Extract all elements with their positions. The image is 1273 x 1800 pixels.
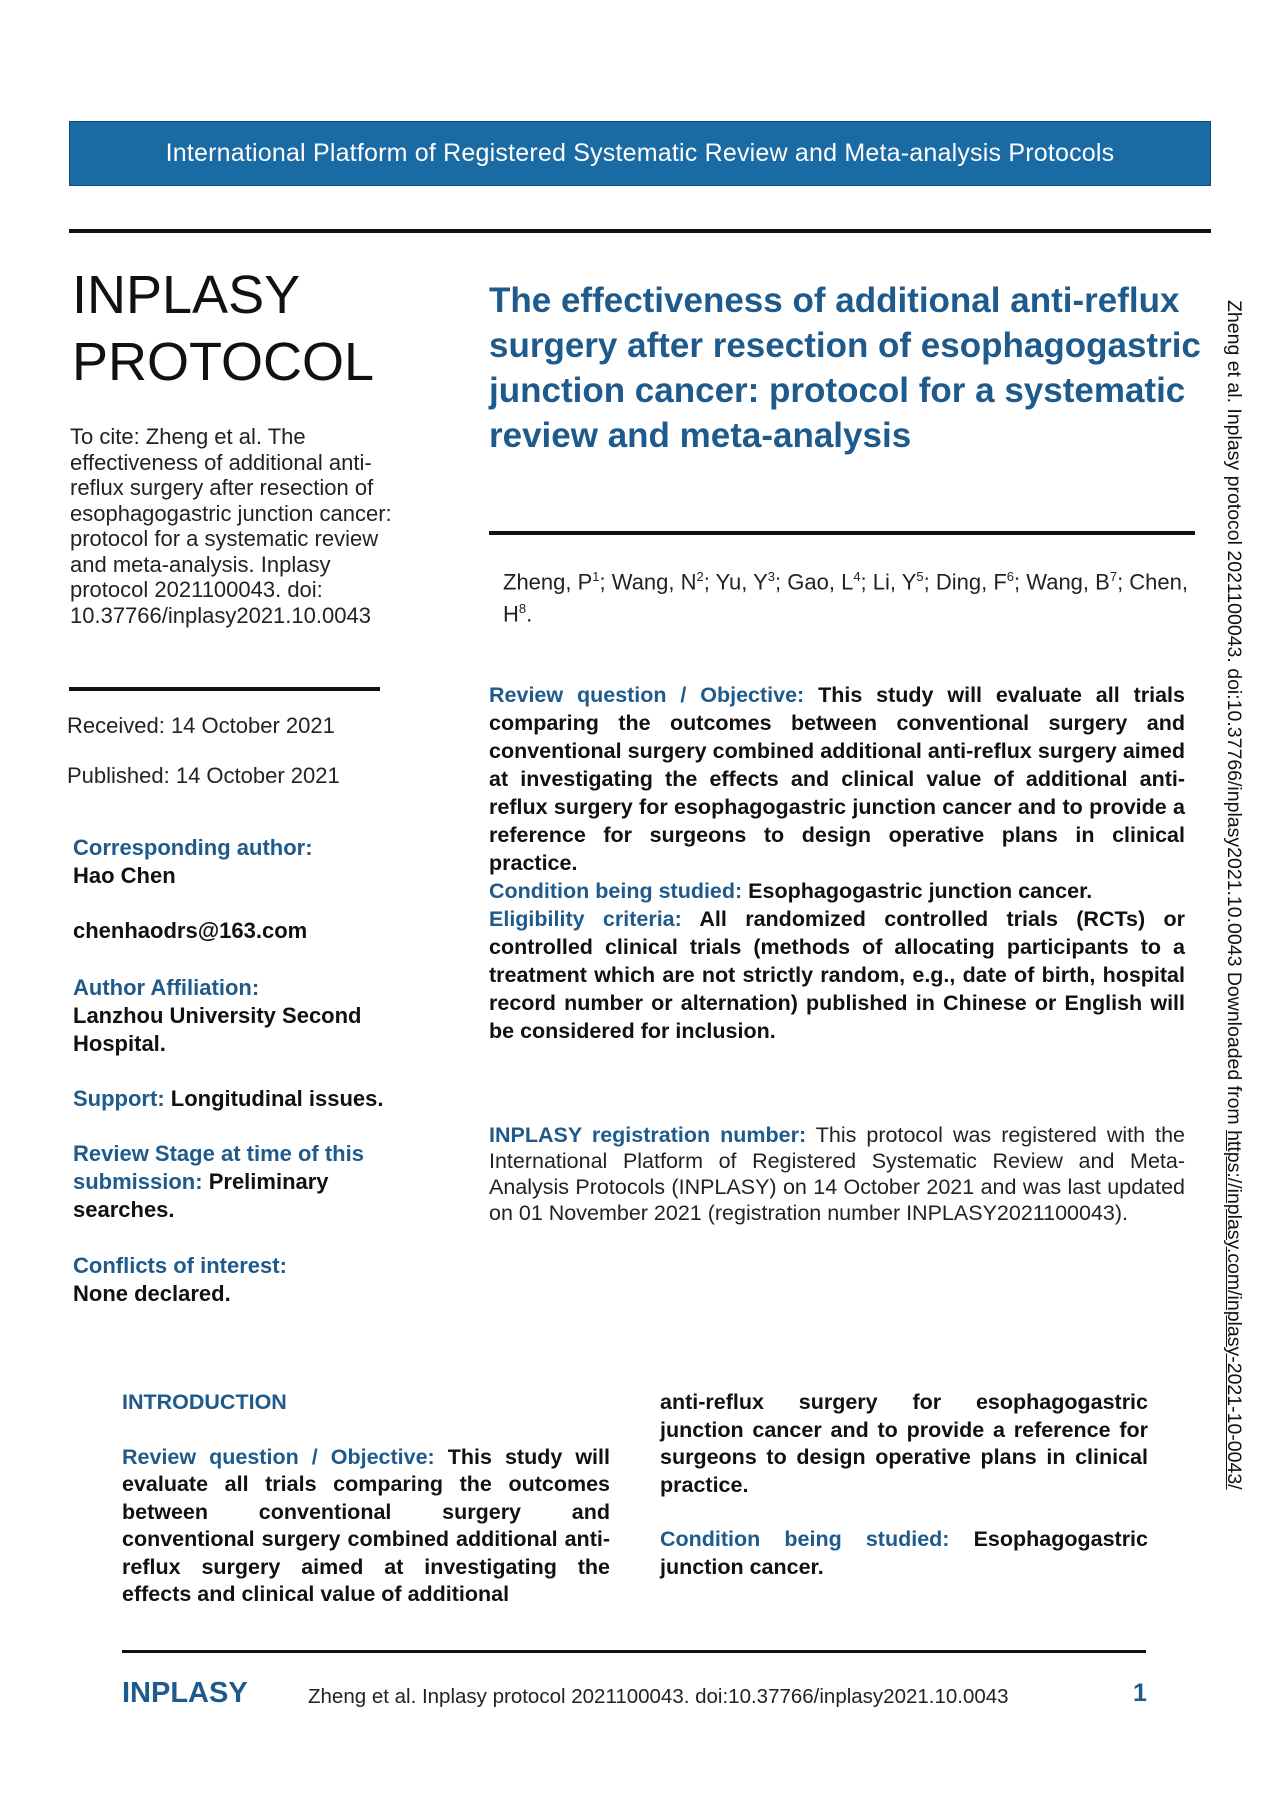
condition-paragraph (489, 877, 1185, 905)
condition-text: Esophagogastric junction cancer. (748, 879, 1093, 903)
author-separator: ; (599, 569, 612, 595)
author-separator: ; (860, 569, 873, 595)
top-rule (69, 229, 1211, 233)
author-separator: ; (1117, 569, 1130, 595)
intro-column-left (122, 1389, 610, 1609)
conflicts-label: Conflicts of interest: (73, 1253, 287, 1278)
title-rule (489, 531, 1195, 535)
intro-review-label: Review question / Objective: (122, 1444, 435, 1469)
author-affiliation-marker: 6 (1006, 569, 1015, 584)
conflicts-block (73, 1252, 413, 1308)
abstract (489, 681, 1185, 1045)
review-objective-paragraph (489, 681, 1185, 877)
support-block (73, 1085, 413, 1113)
footer-citation: Zheng et al. Inplasy protocol 2021100043. doi:10.37766/inplasy2021.10.0043 (308, 1685, 1009, 1708)
article-title: The effectiveness of additional anti-reflux surgery after resection of esophagogastric junction cancer: protocol for a systematic review and meta-analysis (489, 281, 1201, 455)
review-objective-text: This study will evaluate all trials comparing the outcomes between conventional surgery and conventional surgery combined additional anti-reflux surgery aimed at investigating the effects and clinical value of additional anti-reflux surgery for esophagogastric junction cancer and to provide a reference for surgeons to design operative plans in clinical practice. (489, 683, 1185, 875)
intro-review-paragraph (122, 1444, 610, 1609)
brand-line-1: INPLASY (72, 265, 301, 325)
side-note-text: Zheng et al. Inplasy protocol 2021100043. doi:10.37766/inplasy2021.10.0043 Downloaded from (1223, 300, 1245, 1131)
author-name: Ding, F (935, 569, 1007, 595)
condition-label: Condition being studied: (489, 879, 743, 903)
affiliation-label: Author Affiliation: (73, 975, 260, 1000)
corresponding-author-label: Corresponding author: (73, 835, 313, 860)
author-name: Zheng, P (503, 569, 593, 595)
intro-condition-label: Condition being studied: (660, 1527, 950, 1551)
author-separator: ; (923, 569, 936, 595)
conflicts-value: None declared. (73, 1281, 231, 1306)
intro-condition-paragraph (660, 1526, 1148, 1581)
corresponding-author-name: Hao Chen (73, 863, 176, 888)
author-affiliation-marker: 4 (853, 569, 861, 584)
author-name: Yu, Y (715, 569, 768, 595)
support-label: Support: (73, 1086, 165, 1111)
support-value: Longitudinal issues. (170, 1086, 384, 1111)
citation: To cite: Zheng et al. The effectiveness of additional anti-reflux surgery after resection of esophagogastric junction cancer: protocol for a systematic review and meta-analysis. Inplasy protocol 2021100043. doi: 10.37766/inplasy2021.10.0043 (70, 424, 392, 628)
review-stage-label: Review Stage at time of this submission: (73, 1141, 364, 1194)
header-banner-text: International Platform of Registered Systematic Review and Meta-analysis Protocols (165, 139, 1115, 167)
brand-line-2: PROTOCOL (72, 332, 375, 392)
published-date: Published: 14 October 2021 (67, 763, 340, 788)
author-affiliation-marker: 1 (592, 569, 600, 584)
author-name: Wang, B (1026, 569, 1110, 595)
footer-rule (122, 1650, 1146, 1653)
header-banner (69, 121, 1211, 186)
author-affiliation-marker: 3 (767, 569, 776, 584)
side-download-link[interactable]: https://inplasy.com/inplasy-2021-10-0043/ (1223, 1130, 1245, 1490)
protocol-brand (72, 262, 374, 396)
author-separator: ; (703, 569, 716, 595)
author-name: Li, Y (872, 569, 917, 595)
registration-label: INPLASY registration number: (489, 1123, 807, 1147)
author-affiliation-marker: 8 (518, 601, 527, 617)
author-separator: . (526, 601, 533, 627)
intro-review-text: This study will evaluate all trials comparing the outcomes between conventional surgery and conventional surgery combined additional anti-reflux surgery aimed at investigating the effects and clinical value of additional (122, 1444, 610, 1606)
author-affiliation-marker: 2 (696, 569, 704, 584)
review-objective-label: Review question / Objective: (489, 683, 805, 707)
author-email[interactable]: chenhaodrs@163.com (73, 918, 308, 943)
corresponding-author-block (73, 834, 413, 890)
review-stage-value: Preliminary searches. (73, 1169, 329, 1222)
registration-text: This protocol was registered with the International Platform of Registered Systematic Review and Meta-Analysis Protocols (INPLASY) on 14 October 2021 and was last updated on 01 November 2021 (registration number INPLASY2021100043). (489, 1123, 1185, 1225)
left-rule (69, 687, 380, 691)
eligibility-paragraph (489, 905, 1185, 1045)
author-list (503, 563, 1203, 628)
author-name: Chen, H (503, 569, 1189, 627)
author-affiliation-marker: 7 (1109, 569, 1118, 584)
intro-condition-text: Esophagogastric junction cancer. (660, 1527, 1148, 1579)
author-name: Gao, L (787, 569, 854, 595)
intro-heading: INTRODUCTION (122, 1390, 287, 1414)
eligibility-label: Eligibility criteria: (489, 907, 682, 931)
author-separator: ; (775, 569, 788, 595)
intro-column-right (660, 1389, 1148, 1581)
author-name: Wang, N (611, 569, 697, 595)
affiliation-value: Lanzhou University Second Hospital. (73, 1003, 362, 1056)
footer-brand: INPLASY (122, 1677, 248, 1709)
side-download-note (1222, 300, 1245, 1490)
review-stage-block (73, 1140, 413, 1224)
page-number: 1 (1133, 1679, 1147, 1707)
author-separator: ; (1014, 569, 1027, 595)
affiliation-block (73, 974, 413, 1058)
author-affiliation-marker: 5 (916, 569, 924, 584)
intro-review-continued: anti-reflux surgery for esophagogastric junction cancer and to provide a reference for surgeons to design operative plans in clinical practice. (660, 1390, 1148, 1497)
received-date: Received: 14 October 2021 (67, 713, 335, 738)
eligibility-text: All randomized controlled trials (RCTs) or controlled clinical trials (methods of allocating participants to a treatment which are not strictly random, e.g., date of birth, hospital record number or alternation) published in Chinese or English will be considered for inclusion. (489, 907, 1186, 1043)
registration-paragraph (489, 1122, 1185, 1226)
